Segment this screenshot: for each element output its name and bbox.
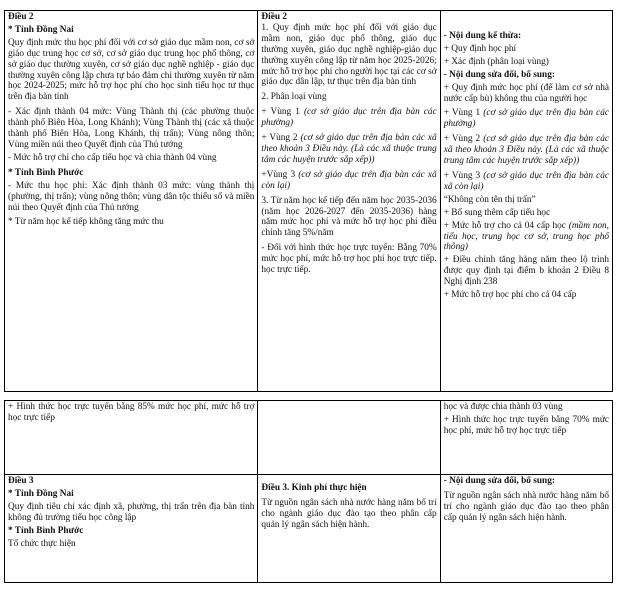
section-heading-amended: - Nội dung sửa đổi, bổ sung: (443, 476, 555, 486)
article-heading: Điều 2 (8, 12, 34, 22)
list-item: + Hình thức học trực tuyến bằng 70% mức học phí, mức hỗ trợ học trực tiếp (443, 414, 609, 436)
list-item: + Điều chỉnh tăng hàng năm theo lộ trình được quy định tại điểm b khoản 2 Điều 8 Nghị định 238 (443, 255, 609, 288)
list-item-note: (cơ sở giáo dục trên địa bàn các phường) (261, 107, 437, 129)
list-item-note: (cơ sở giáo dục trên địa bàn các phường) (443, 108, 609, 130)
list-item-note: (cơ sở giáo dục trên địa bàn các xã theo khoản 3 Điều này. (Là các xã thuộc trung tâm các huyện trước sắp xếp)) (261, 133, 437, 165)
paragraph: Quy định mức thu học phí đối với cơ sở giáo dục mầm non, cơ sở giáo dục trung học cơ sở, cơ sở giáo dục trung học phổ thông, cơ sở giáo dục thường xuyên, cơ sở giáo dục nghề nghiệp - giáo dục thường xuyên công lập chưa tự bảo đảm chi thường xuyên từ năm học 2024-2025; mức hỗ trợ học phí cho học sinh tiểu học tư thục trên địa bàn tỉnh (8, 37, 255, 103)
list-item (261, 170, 436, 192)
section-heading-amended: - Nội dung sửa đổi, bổ sung: (443, 69, 555, 80)
province-heading-dong-nai: * Tỉnh Đồng Nai (8, 488, 74, 499)
list-item-note: (cơ sở giáo dục trên địa bàn các xã còn lại) (443, 170, 609, 192)
paragraph: Từ nguồn ngân sách nhà nước hàng năm bố trí cho ngành giáo dục đào tạo theo phân cấp quản lý ngân sách hiện hành. (261, 497, 437, 530)
list-item (444, 108, 609, 130)
list-item: + Mức hỗ trợ học phí cho cả 04 cấp (443, 290, 577, 301)
current-regulation-cell (5, 401, 258, 475)
list-item-label: + Mức hỗ trợ cho cả 04 cấp học (443, 220, 569, 231)
article-heading: Điều 3. Kinh phí thực hiện (261, 483, 367, 493)
paragraph: Tổ chức thực hiện (8, 538, 76, 549)
article-heading: Điều 2 (261, 12, 287, 22)
list-item (444, 221, 609, 254)
draft-regulation-cell (258, 401, 440, 475)
paragraph: 1. Quy định mức học phí đối với giáo dục mầm non, giáo dục phổ thông, giáo dục thường xuyên, giáo dục nghề nghiệp-giáo dục thường xuyên công lập từ năm học 2025-2026; mức hỗ trợ học phí cho người học tại các cơ sở giáo dục dân lập, tư thục trên địa bàn tỉnh (261, 22, 437, 88)
list-item-label: +Vùng 3 (261, 169, 299, 180)
paragraph: - Mức thu học phí: Xác định thành 03 mức: vùng thành thị (phường, thị trấn); vùng nông thôn; vùng dân tộc thiểu số và miền núi theo Quyết định của Thủ tướng (8, 180, 255, 213)
list-item (261, 107, 436, 129)
province-heading-dong-nai: * Tỉnh Đồng Nai (8, 24, 74, 35)
list-item-label: + Vùng 1 (261, 107, 304, 118)
notes-cell (440, 11, 612, 392)
list-item-label: + Vùng 2 (443, 134, 484, 145)
notes-cell (440, 401, 612, 475)
list-item-note: (mầm non, tiểu học, trung học cơ sở, trung học phổ thông) (443, 220, 609, 253)
list-item (444, 171, 609, 193)
list-item: + Xác định (phân loại vùng) (443, 56, 549, 67)
list-item: “Không còn tên thị trấn” (443, 194, 536, 205)
list-item: + Bổ sung thêm cấp tiểu học (443, 207, 551, 218)
list-item-note: (cơ sở giáo dục trên địa bàn các xã còn lại) (261, 169, 437, 191)
list-item-label: + Vùng 1 (443, 108, 484, 119)
paragraph: - Mức hỗ trợ chỉ cho cấp tiểu học và chia thành 04 vùng (8, 152, 217, 163)
paragraph: Từ nguồn ngân sách nhà nước hàng năm bố trí cho ngành giáo dục đào tạo theo phân cấp quản lý ngân sách hiện hành. (443, 490, 609, 523)
comparison-table-part-2 (4, 400, 613, 583)
list-item: + Quy định mức học phí (để làm cơ sở nhà nước cấp bù) không thu của người học (443, 82, 609, 104)
article-heading: Điều 3 (8, 476, 34, 486)
comparison-table-part-1 (4, 10, 613, 392)
paragraph: Quy định tiêu chí xác định xã, phường, thị trấn trên địa bàn tỉnh không đủ trường tiểu học công lập (8, 501, 255, 523)
paragraph: - Xác định thành 04 mức: Vùng Thành thị (các phường thuộc thành phố Biên Hòa, Long Khánh); Vùng Thành thị (các xã thuộc thành phố Biên Hòa, Long Khánh, thị trấn); Vùng nông thôn; Vùng miền núi theo Quyết định của Thủ tướng (8, 107, 255, 150)
paragraph: 2. Phân loại vùng (261, 92, 327, 103)
province-heading-binh-phuoc: * Tỉnh Bình Phước (8, 525, 84, 536)
list-item-label: + Vùng 2 (261, 133, 301, 144)
province-heading-binh-phuoc: * Tỉnh Bình Phước (8, 167, 84, 178)
current-regulation-cell (5, 11, 258, 392)
paragraph: học và được chia thành 03 vùng (443, 402, 563, 412)
paragraph: 3. Từ năm học kế tiếp đến năm học 2035-2036 (năm học 2026-2027 đến 2035-2036) hàng năm mức học phí và mức hỗ trợ học phí điều chỉnh tăng 5%/năm (261, 195, 437, 239)
list-item: + Quy định học phí (443, 43, 517, 54)
page-edge (0, 584, 622, 603)
paragraph: + Hình thức học trực tuyến bằng 85% mức học phí, mức hỗ trợ học trực tiếp (8, 402, 255, 423)
paragraph: - Đối với hình thức học trực tuyến: Bằng 70% mức học phí, mức hỗ trợ học phí học trực tiếp. học trực tiếp. (261, 243, 437, 276)
list-item (444, 134, 609, 167)
paragraph: * Từ năm học kế tiếp không tăng mức thu (8, 217, 164, 228)
list-item-note: (cơ sở giáo dục trên địa bàn các xã theo khoản 3 Điều này. (Là các xã thuộc trung tâm các huyện trước sắp xếp)) (443, 134, 609, 167)
section-heading-inherited: - Nội dung kế thừa: (443, 31, 522, 41)
list-item (261, 133, 436, 166)
current-regulation-cell (5, 475, 258, 583)
draft-regulation-cell (258, 11, 440, 392)
list-item-label: + Vùng 3 (443, 170, 484, 181)
draft-regulation-cell (258, 475, 440, 583)
notes-cell (440, 475, 612, 583)
